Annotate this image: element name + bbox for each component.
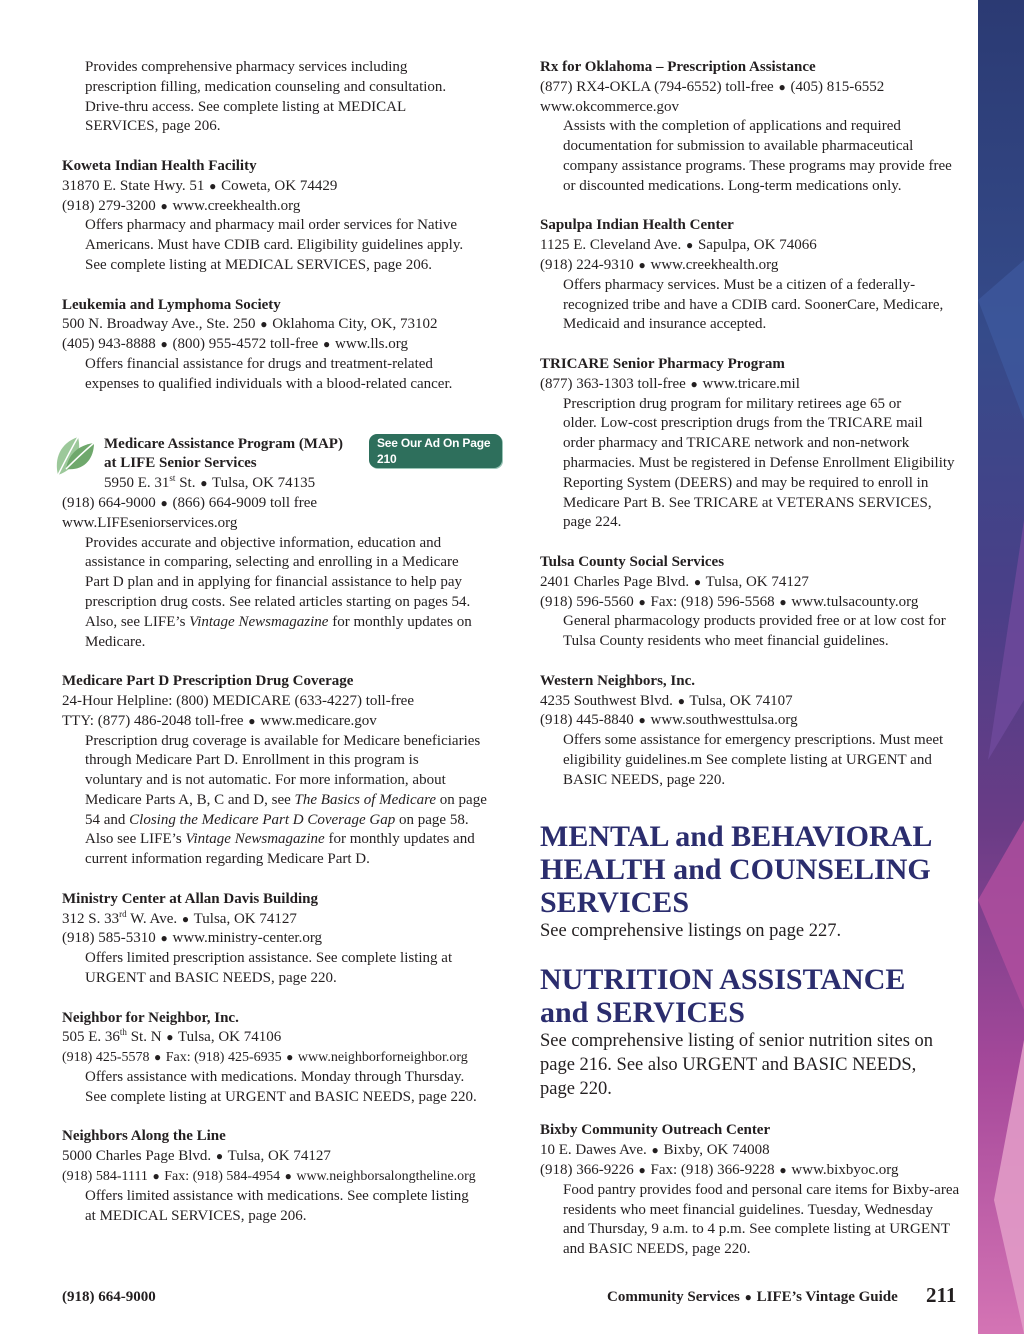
entry-address: 1125 E. Cleveland Ave. ● Sapulpa, OK 74066 xyxy=(540,237,817,254)
entry-contact: (918) 425-5578 ● Fax: (918) 425-6935 ● www.neighborforneighbor.org xyxy=(62,1050,468,1066)
entry-contact: (918) 664-9000 ● (866) 664-9009 toll free xyxy=(62,494,318,511)
entry-address: 5950 E. 31st St. ● Tulsa, OK 74135 xyxy=(104,473,316,492)
entry-contact: TTY: (877) 486-2048 toll-free ● www.medicare.gov xyxy=(62,712,377,729)
side-band-art xyxy=(978,0,1024,1334)
entry-description: Food pantry provides food and personal care items for Bixby-area residents who meet financial guidelines. Tuesday, Wednesday and Thursday, 9 a.m. to 4 p.m. See complete listing at URGENT and BASIC NEEDS, page 220. xyxy=(563,1181,960,1258)
koweta-entry xyxy=(62,157,502,276)
entry-contact: (918) 224-9310 ● www.creekhealth.org xyxy=(540,256,779,273)
entry-name: Tulsa County Social Services xyxy=(540,553,725,570)
leukemia-entry xyxy=(62,296,502,395)
entry-contact: (405) 943-8888 ● (800) 955-4572 toll-free ● www.lls.org xyxy=(62,336,408,353)
website-link[interactable]: www.lls.org xyxy=(335,336,408,353)
map-entry xyxy=(62,435,502,653)
website-link[interactable]: www.southwesttulsa.org xyxy=(650,712,798,729)
map-header xyxy=(62,435,502,494)
entry-name: Bixby Community Outreach Center xyxy=(540,1122,771,1139)
website-link[interactable]: www.tulsacounty.org xyxy=(791,593,919,610)
entry-description: Offers limited assistance with medications. See complete listing at MEDICAL SERVICES, page 206. xyxy=(85,1187,469,1224)
entry-contact: (918) 584-1111 ● Fax: (918) 584-4954 ● www.neighborsalongtheline.org xyxy=(62,1169,476,1185)
nutrition-section-title: NUTRITION ASSISTANCE and SERVICES xyxy=(540,963,906,1030)
website-link[interactable]: www.LIFEseniorservices.org xyxy=(62,514,238,531)
entry-name: Neighbor for Neighbor, Inc. xyxy=(62,1009,239,1026)
entry-name: Western Neighbors, Inc. xyxy=(540,672,695,689)
entry-address: 505 E. 36th St. N ● Tulsa, OK 74106 xyxy=(62,1027,282,1046)
mental-health-section-sub: See comprehensive listings on page 227. xyxy=(540,921,842,942)
ministry-center-entry xyxy=(62,890,502,989)
entry-address: 5000 Charles Page Blvd. ● Tulsa, OK 74127 xyxy=(62,1148,331,1165)
sapulpa-entry xyxy=(540,216,968,335)
tulsa-county-entry xyxy=(540,553,968,652)
entry-contact: (918) 596-5560 ● Fax: (918) 596-5568 ● www.tulsacounty.org xyxy=(540,593,919,610)
entry-description: Offers pharmacy and pharmacy mail order services for Native Americans. Must have CDIB card. Eligibility guidelines apply. See complete listing at MEDICAL SERVICES, page 206. xyxy=(85,217,464,273)
footer-phone: (918) 664-9000 xyxy=(62,1289,156,1305)
entry-name-line2: at LIFE Senior Services xyxy=(104,455,257,472)
page-number: 211 xyxy=(926,1283,957,1307)
mental-health-section-title: MENTAL and BEHAVIORAL HEALTH and COUNSELING SERVICES xyxy=(540,820,933,920)
website-link[interactable]: www.ministry-center.org xyxy=(172,930,323,947)
entry-description: Offers financial assistance for drugs and treatment-related expenses to qualified individuals with a blood-related cancer. xyxy=(85,355,453,392)
entry-address: 31870 E. State Hwy. 51 ● Coweta, OK 74429 xyxy=(62,177,338,194)
entry-contact: (918) 279-3200 ● www.creekhealth.org xyxy=(62,197,301,214)
website-link[interactable]: www.neighborforneighbor.org xyxy=(297,1050,468,1066)
neighbor-for-neighbor-entry xyxy=(62,1009,502,1108)
right-column xyxy=(540,58,968,1280)
entry-description: Offers some assistance for emergency prescriptions. Must meet eligibility guidelines.m See complete listing at URGENT and BASIC NEEDS, page 220. xyxy=(563,732,944,788)
left-column xyxy=(62,58,502,1246)
entry-description: General pharmacology products provided free or at low cost for Tulsa County residents who meet financial guidelines. xyxy=(563,613,946,650)
pharmacy-entry-continued xyxy=(62,58,502,137)
leaf-icon xyxy=(52,429,98,481)
entry-contact: (877) RX4-OKLA (794-6552) toll-free ● (405) 815-6552 xyxy=(540,78,885,95)
website-link[interactable]: www.okcommerce.gov xyxy=(540,98,679,115)
bixby-entry xyxy=(540,1121,968,1260)
entry-address: 10 E. Dawes Ave. ● Bixby, OK 74008 xyxy=(540,1142,770,1159)
footer-guide-title: Community Services ● LIFE’s Vintage Guide xyxy=(607,1289,898,1305)
website-link[interactable]: www.creekhealth.org xyxy=(172,197,301,214)
neighbors-along-the-line-entry xyxy=(62,1127,502,1226)
entry-name: Sapulpa Indian Health Center xyxy=(540,217,734,234)
entry-name: Medicare Part D Prescription Drug Coverage xyxy=(62,673,354,690)
entry-description: Assists with the completion of applications and required documentation for submission to available pharmaceutical company assistance programs. These programs may provide free or discounted medications. Long-term medications only. xyxy=(563,118,952,194)
rx-for-oklahoma-entry xyxy=(540,58,968,197)
entry-address: 4235 Southwest Blvd. ● Tulsa, OK 74107 xyxy=(540,692,793,709)
medicare-part-d-entry xyxy=(62,672,502,870)
website-link[interactable]: www.medicare.gov xyxy=(260,712,377,729)
entry-name: Leukemia and Lymphoma Society xyxy=(62,296,281,313)
entry-description: Prescription drug program for military retirees age 65 or older. Low-cost prescription drugs from the TRICARE mail order pharmacy and TRICARE network and non-network pharmacies. Must be registered in Defense Enrollment Eligibility Reporting System (DEERS) and may be required to enroll in Medicare Part B. See TRICARE at VETERANS SERVICES, page 224. xyxy=(563,395,955,531)
entry-name: Neighbors Along the Line xyxy=(62,1128,226,1145)
entry-name: Rx for Oklahoma – Prescription Assistance xyxy=(540,59,816,75)
entry-description: Offers limited prescription assistance. See complete listing at URGENT and BASIC NEEDS, page 220. xyxy=(85,950,453,987)
entry-name: Koweta Indian Health Facility xyxy=(62,157,257,174)
entry-description: Provides accurate and objective information, education and assistance in comparing, selecting and enrolling in a Medicare Part D plan and in applying for financial assistance to help pay prescription drug costs. See related articles starting on pages 54. Also, see LIFE’s Vintage Newsmagazine for monthly updates on Medicare. xyxy=(85,534,472,650)
entry-contact: (918) 445-8840 ● www.southwesttulsa.org xyxy=(540,712,798,729)
entry-description: Offers pharmacy services. Must be a citizen of a federally- recognized tribe and have a CDIB card. SoonerCare, Medicare, Medicaid and insurance accepted. xyxy=(563,276,944,333)
entry-name: Ministry Center at Allan Davis Building xyxy=(62,890,318,907)
decorative-side-band xyxy=(978,0,1024,1334)
entry-name: TRICARE Senior Pharmacy Program xyxy=(540,355,785,372)
entry-description: Offers assistance with medications. Monday through Thursday. See complete listing at URGENT and BASIC NEEDS, page 220. xyxy=(85,1069,477,1105)
entry-contact: (877) 363-1303 toll-free ● www.tricare.mil xyxy=(540,375,800,392)
entry-address: 500 N. Broadway Ave., Ste. 250 ● Oklahoma City, OK, 73102 xyxy=(62,316,438,333)
entry-description: Prescription drug coverage is available for Medicare beneficiaries through Medicare Part D. Enrollment in this program is voluntary and is not automatic. For more information, about Medicare Parts A, B, C and D, see The Basics of Medicare on page 54 and Closing the Medicare Part D Coverage Gap on page 58. Also see LIFE’s Vintage Newsmagazine for monthly updates and current information regarding Medicare Part D. xyxy=(85,732,487,868)
entry-helpline: 24-Hour Helpline: (800) MEDICARE (633-4227) toll-free xyxy=(62,692,415,709)
website-link[interactable]: www.creekhealth.org xyxy=(650,256,779,273)
entry-address: 312 S. 33rd W. Ave. ● Tulsa, OK 74127 xyxy=(62,908,297,927)
entry-address: 2401 Charles Page Blvd. ● Tulsa, OK 74127 xyxy=(540,573,809,590)
website-link[interactable]: www.neighborsalongtheline.org xyxy=(296,1169,476,1185)
western-neighbors-entry xyxy=(540,672,968,791)
website-link[interactable]: www.bixbyoc.org xyxy=(791,1162,899,1179)
entry-contact: (918) 585-5310 ● www.ministry-center.org xyxy=(62,930,323,947)
see-ad-badge[interactable]: See Our Ad On Page 210 xyxy=(369,434,502,468)
tricare-entry xyxy=(540,355,968,533)
entry-name: Medicare Assistance Program (MAP) xyxy=(104,435,343,452)
website-link[interactable]: www.tricare.mil xyxy=(702,375,800,392)
entry-contact: (918) 366-9226 ● Fax: (918) 366-9228 ● www.bixbyoc.org xyxy=(540,1162,899,1179)
entry-description: Provides comprehensive pharmacy services including prescription filling, medication counseling and consultation. Drive-thru access. See complete listing at MEDICAL SERVICES, page 206. xyxy=(85,59,447,135)
nutrition-section-sub: See comprehensive listing of senior nutrition sites on page 216. See also URGENT and BASIC NEEDS, page 220. xyxy=(540,1031,934,1100)
